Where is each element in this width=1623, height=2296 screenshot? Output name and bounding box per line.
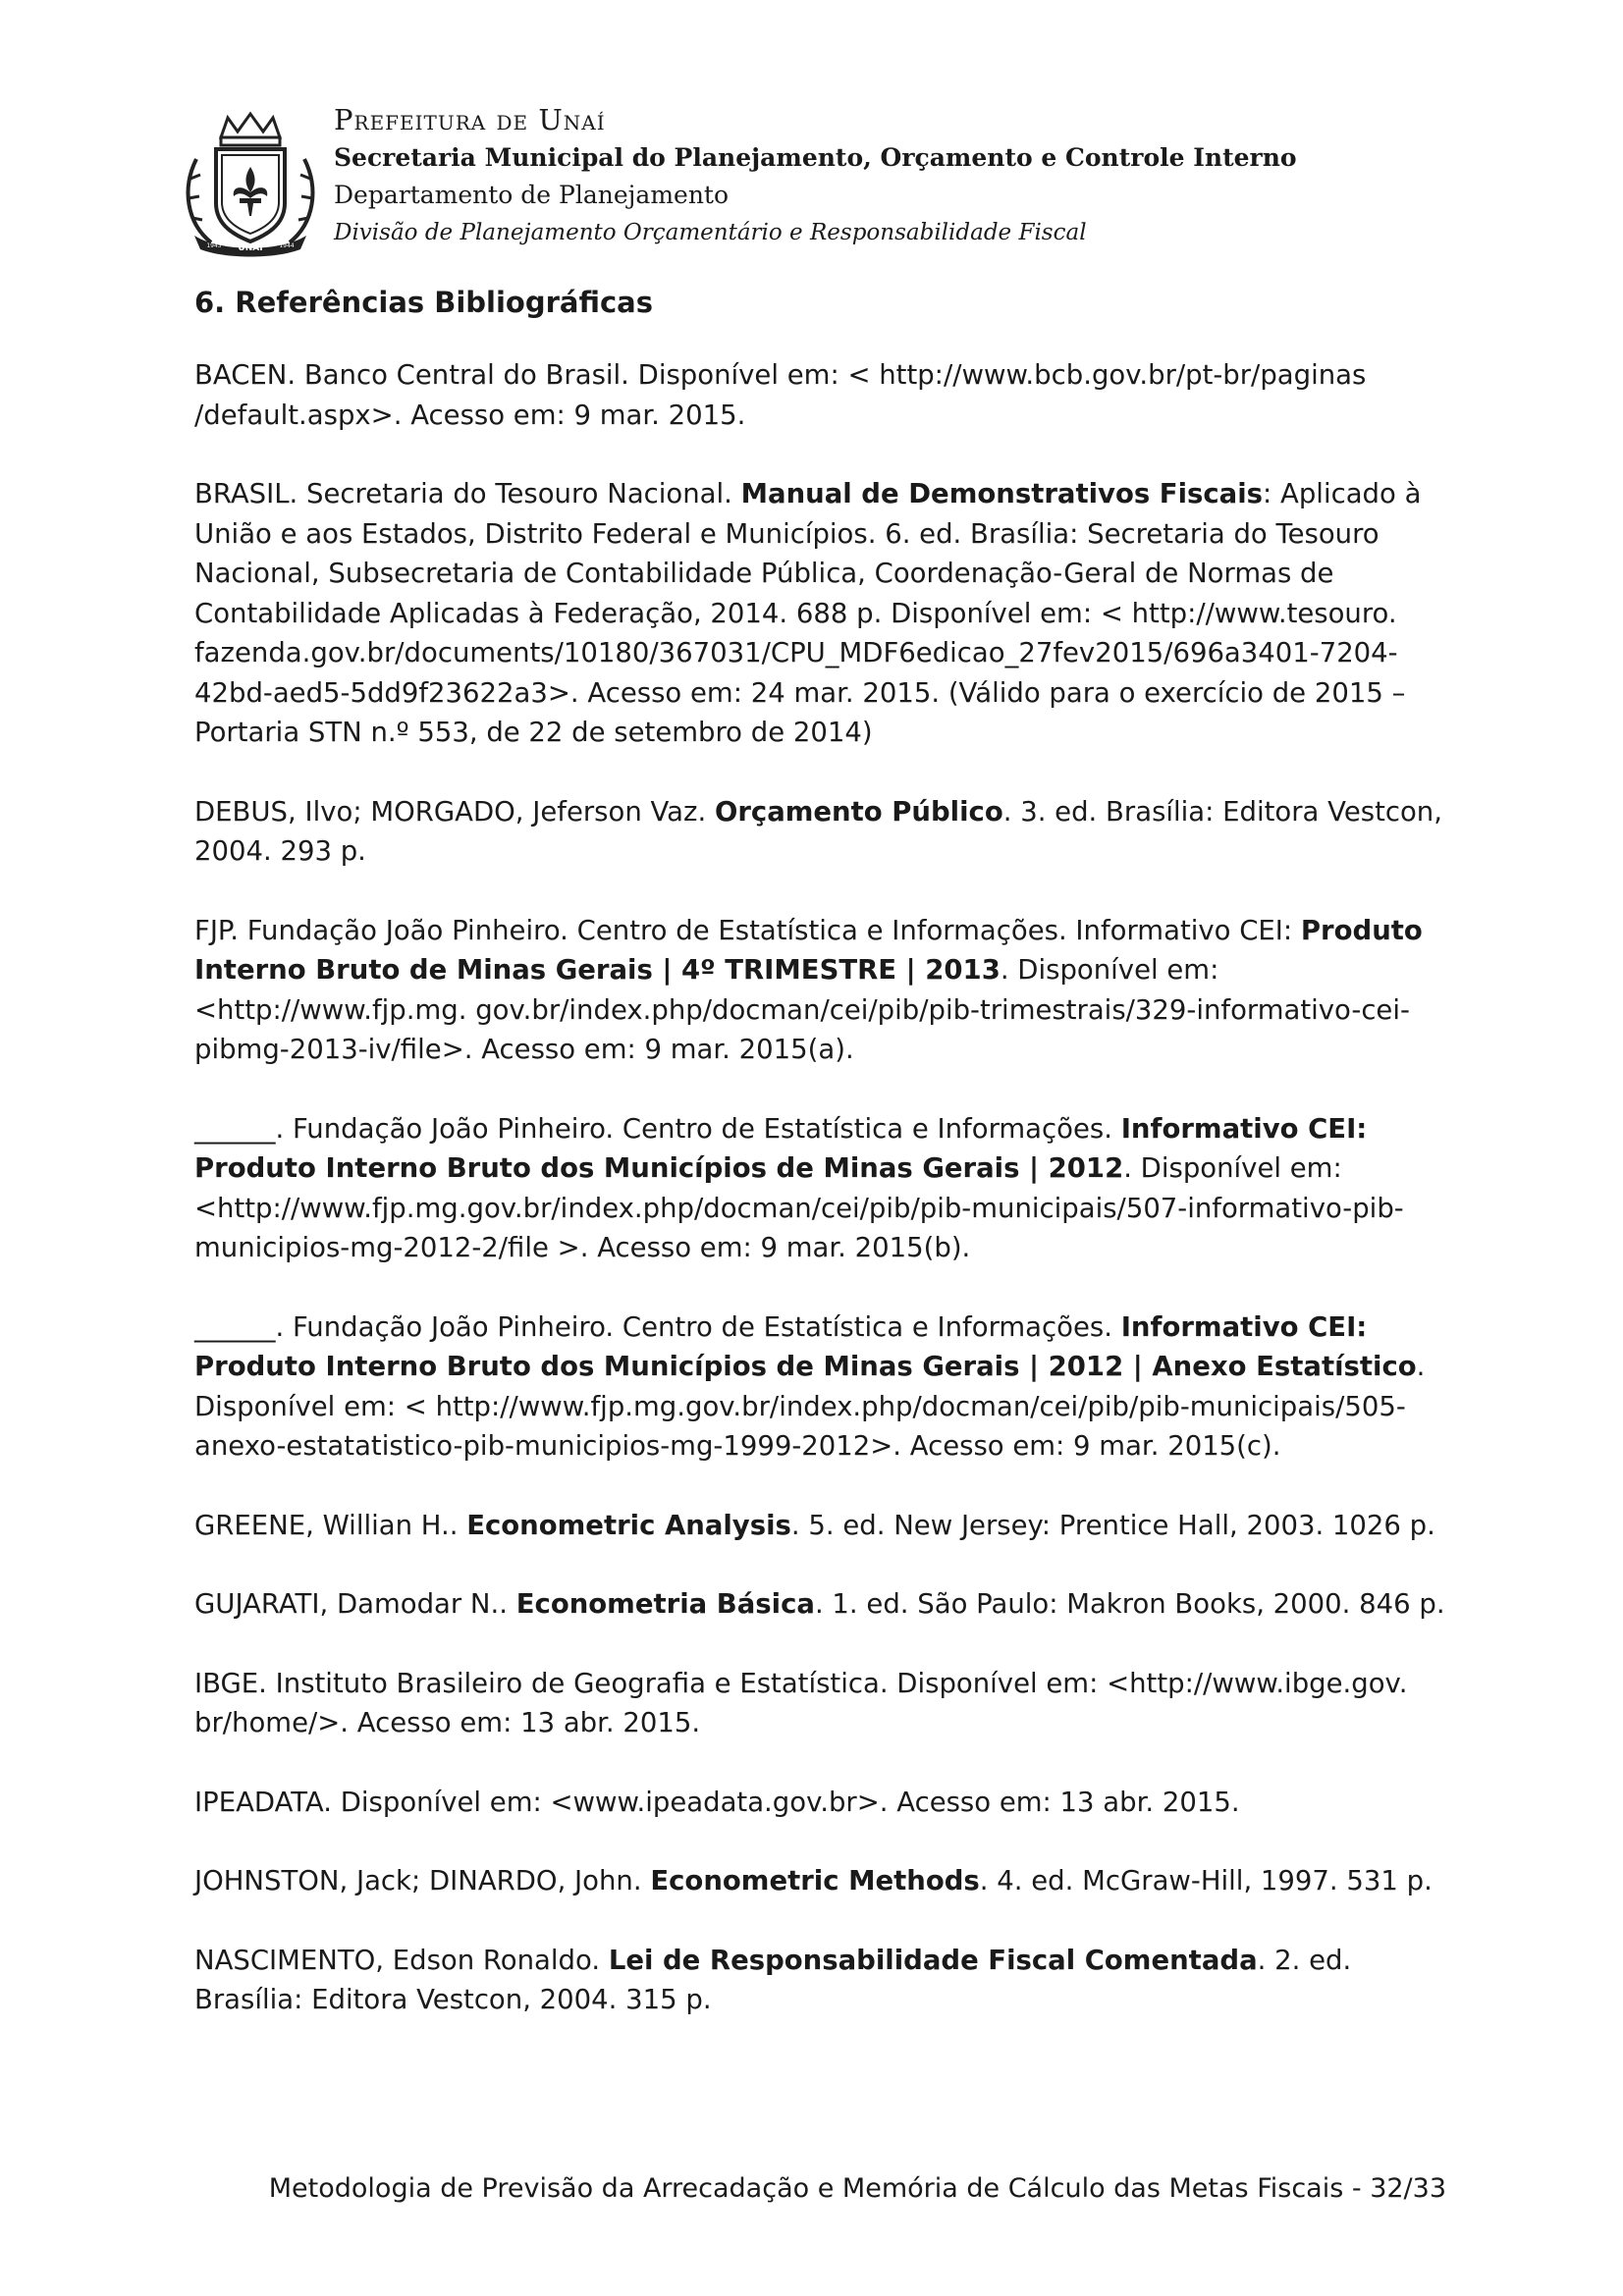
reference-details: . 5. ed. New Jersey: Prentice Hall, 2003. 1026 p. (790, 1509, 1435, 1541)
reference-title: Lei de Responsabilidade Fiscal Comentada (608, 1944, 1258, 1976)
reference-item (194, 1664, 1451, 1743)
reference-details: . 1. ed. São Paulo: Makron Books, 2000. 846 p. (814, 1588, 1445, 1620)
reference-details: . Disponível em: < http://www.fjp.mg.gov.br/index.php/docman/cei/pib/pib-municipais/505-anexo-estatatistico-pib-municipios-mg-1999-2012>. Acesso em: 9 mar. 2015(c). (194, 1351, 1426, 1462)
reference-text: BACEN. Banco Central do Brasil. Disponível em: < http://www.bcb.gov.br/pt-br/paginas /default.aspx>. Acesso em: 9 mar. 2015. (194, 359, 1367, 431)
reference-text: IPEADATA. Disponível em: <www.ipeadata.gov.br>. Acesso em: 13 abr. 2015. (194, 1786, 1240, 1818)
header-department: Departamento de Planejamento (334, 181, 730, 209)
page-footer: Metodologia de Previsão da Arrecadação e Memória de Cálculo das Metas Fiscais - 32/33 (268, 2173, 1446, 2204)
reference-text: IBGE. Instituto Brasileiro de Geografia e Estatística. Disponível em: <http://www.ibge.gov. br/home/>. Acesso em: 13 abr. 2015. (194, 1667, 1408, 1738)
logo-left-year: 1943 (206, 242, 222, 249)
reference-details: . Disponível em: <http://www.fjp.mg.gov.br/index.php/docman/cei/pib/pib-municipais/507-informativo-pib-municipios-mg-2012-2/file >. Acesso em: 9 mar. 2015(b). (194, 1152, 1404, 1263)
municipal-coat-of-arms-logo (177, 110, 324, 257)
reference-item (194, 792, 1451, 872)
reference-details: . 2. ed. Brasília: Editora Vestcon, 2004. 315 p. (194, 1944, 1352, 2015)
reference-details: . 3. ed. Brasília: Editora Vestcon, 2004. 293 p. (194, 795, 1442, 867)
reference-title: Econometric Methods (650, 1865, 980, 1896)
reference-text: ______. Fundação João Pinheiro. Centro de Estatística e Informações. (194, 1310, 1121, 1343)
reference-item (194, 1941, 1451, 2020)
reference-text: FJP. Fundação João Pinheiro. Centro de Estatística e Informações. Informativo CEI: (194, 914, 1301, 946)
reference-details: : Aplicado à União e aos Estados, Distrito Federal e Municípios. 6. ed. Brasília: Secretaria do Tesouro Nacional, Subsecretaria de Contabilidade Pública, Coordenação-Geral de Normas de Contabilidade Aplicadas à Federação, 2014. 688 p. Disponível em: < http://www.tesouro. fazenda.gov.br/documents/10180/367031/CPU_MDF6edicao_27fev2015/696a3401-7204-42bd-aed5-5dd9f23622a3>. Acesso em: 24 mar. 2015. (Válido para o exercício de 2015 – Portaria STN n.º 553, de 22 de setembro de 2014) (194, 478, 1422, 748)
reference-text: ______. Fundação João Pinheiro. Centro de Estatística e Informações. (194, 1112, 1121, 1145)
reference-title: Informativo CEI: Produto Interno Bruto dos Municípios de Minas Gerais | 2012 (194, 1112, 1368, 1184)
header-division: Divisão de Planejamento Orçamentário e Responsabilidade Fiscal (334, 220, 1087, 245)
reference-text: BRASIL. Secretaria do Tesouro Nacional. (194, 478, 741, 509)
reference-list (194, 355, 1451, 2020)
reference-item (194, 1308, 1451, 1467)
reference-title: Econometric Analysis (466, 1509, 791, 1541)
reference-item (194, 1861, 1451, 1901)
reference-title: Manual de Demonstrativos Fiscais (740, 478, 1264, 509)
reference-item (194, 474, 1451, 753)
logo-ribbon-text: UNAÍ (238, 243, 263, 253)
reference-details: . Disponível em: <http://www.fjp.mg. gov.br/index.php/docman/cei/pib/pib-trimestrais/329-informativo-cei-pibmg-2013-iv/file>. Acesso em: 9 mar. 2015(a). (194, 954, 1410, 1065)
reference-item (194, 1506, 1451, 1546)
header-secretariat: Secretaria Municipal do Planejamento, Orçamento e Controle Interno (334, 143, 1297, 172)
header-text-block (334, 100, 1297, 251)
section-heading: 6. Referências Bibliográficas (194, 286, 654, 319)
reference-text: NASCIMENTO, Edson Ronaldo. (194, 1944, 609, 1976)
page-header (177, 100, 1453, 267)
reference-item (194, 1109, 1451, 1268)
reference-text: GREENE, Willian H.. (194, 1509, 467, 1541)
reference-item (194, 355, 1451, 435)
reference-text: JOHNSTON, Jack; DINARDO, John. (194, 1865, 651, 1896)
page-content (194, 283, 1451, 2059)
header-title: Prefeitura de Unaí (334, 103, 606, 136)
reference-details: . 4. ed. McGraw-Hill, 1997. 531 p. (979, 1865, 1433, 1896)
logo-right-year: 1944 (279, 242, 295, 249)
reference-item (194, 1783, 1451, 1823)
reference-item (194, 911, 1451, 1070)
reference-title: Econometria Básica (515, 1588, 815, 1620)
reference-title: Orçamento Público (714, 795, 1003, 828)
reference-item (194, 1584, 1451, 1625)
reference-text: GUJARATI, Damodar N.. (194, 1588, 516, 1620)
reference-title: Informativo CEI: Produto Interno Bruto dos Municípios de Minas Gerais | 2012 | Anexo Estatístico (194, 1310, 1417, 1382)
reference-text: DEBUS, Ilvo; MORGADO, Jeferson Vaz. (194, 795, 715, 828)
reference-title: Produto Interno Bruto de Minas Gerais | 4º TRIMESTRE | 2013 (194, 914, 1423, 986)
